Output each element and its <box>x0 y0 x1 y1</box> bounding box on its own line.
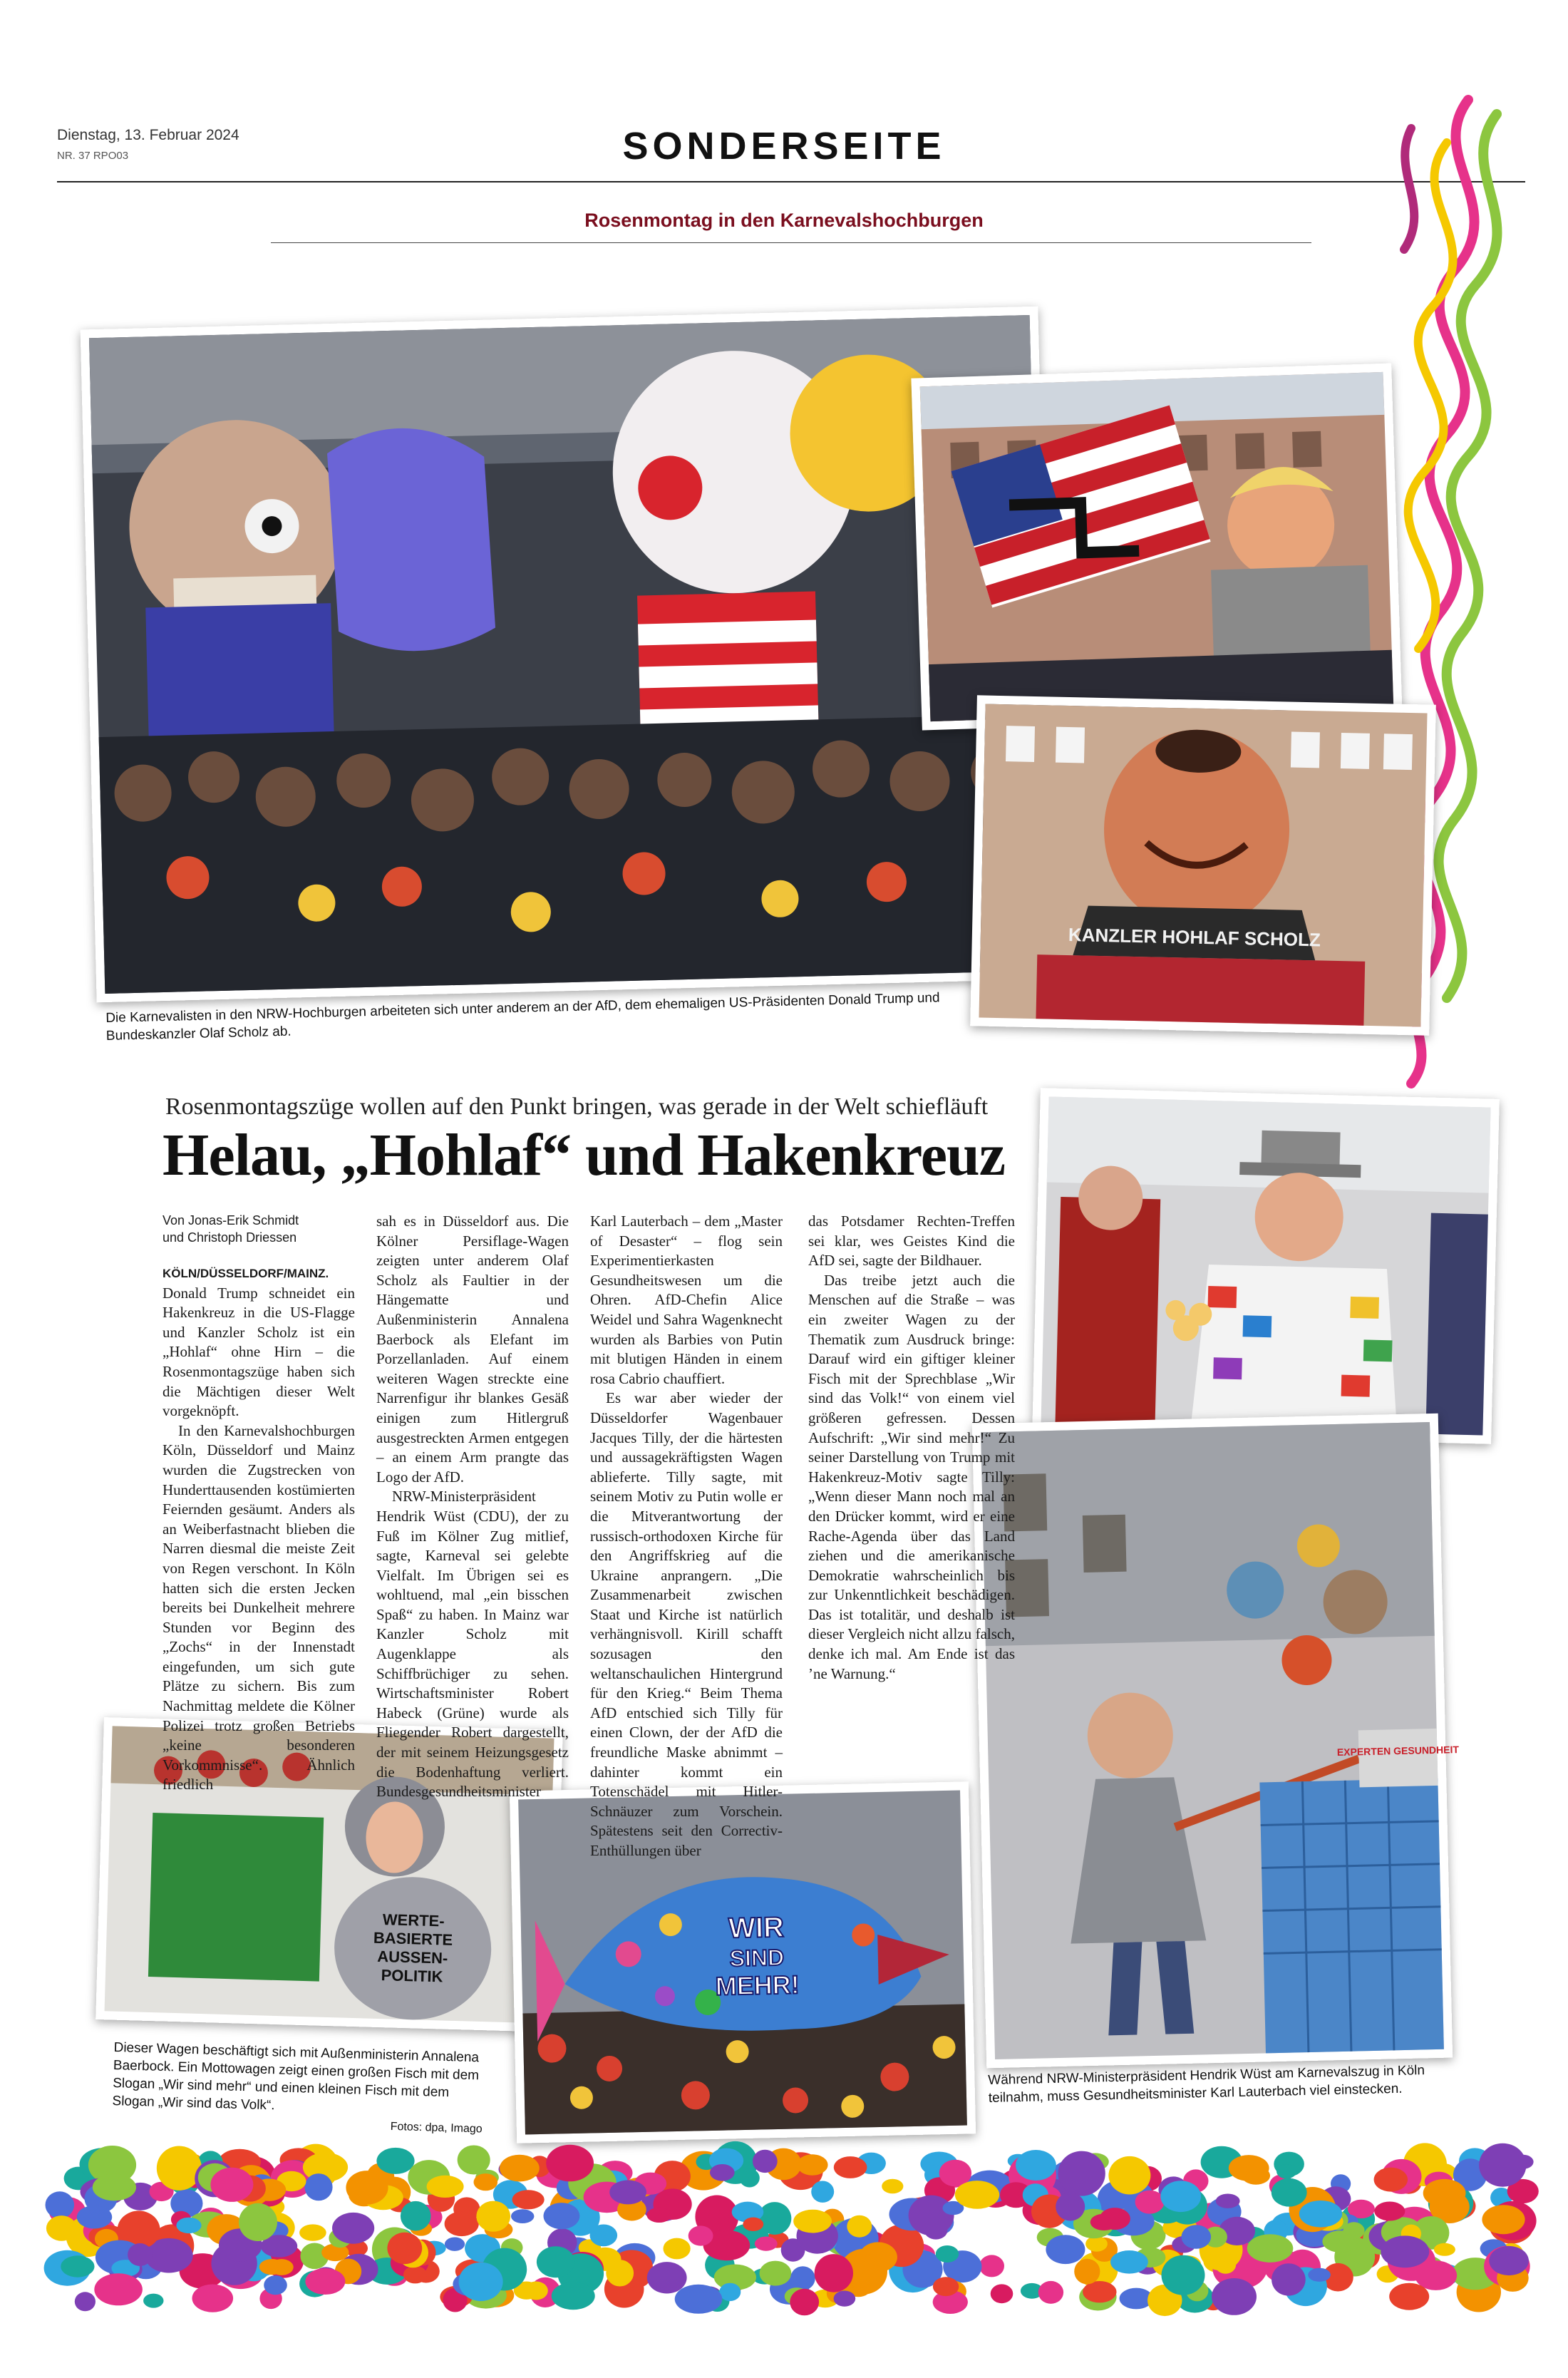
confetti-dot <box>403 2266 427 2284</box>
dateline: KÖLN/DÜSSELDORF/MAINZ. <box>163 1267 329 1280</box>
article-column-3 <box>590 1212 783 1861</box>
confetti-dot <box>1482 2205 1525 2234</box>
fish-sign-line-2: SIND <box>729 1944 785 1972</box>
confetti-dot <box>936 2245 959 2263</box>
issue-number: NR. 37 RPO03 <box>57 150 129 162</box>
confetti-dot <box>909 2196 954 2235</box>
confetti-dot <box>546 2145 594 2182</box>
confetti-dot <box>304 2173 332 2201</box>
confetti-dot <box>387 2233 422 2264</box>
confetti-dot <box>1374 2202 1405 2221</box>
confetti-dot <box>1160 2181 1201 2212</box>
confetti-dot <box>1083 2281 1116 2302</box>
fish-sign-line-3: MEHR! <box>715 1970 800 2001</box>
confetti-dot <box>647 2262 687 2293</box>
confetti-dot <box>1389 2283 1429 2310</box>
kicker-rule <box>271 242 1311 243</box>
confetti-dot <box>790 2289 819 2316</box>
confetti-dot <box>753 2150 778 2173</box>
confetti-dot <box>427 2176 464 2198</box>
photo-scholz-wagon <box>970 695 1436 1035</box>
confetti-dot <box>94 2273 143 2305</box>
confetti-dot <box>790 2266 815 2290</box>
confetti-dot <box>299 2224 326 2240</box>
confetti-dot <box>376 2148 414 2174</box>
confetti-dot <box>1046 2235 1085 2264</box>
confetti-dot <box>991 2284 1013 2303</box>
confetti-dot <box>61 2255 94 2277</box>
confetti-dot <box>459 2263 503 2301</box>
section-title: SONDERSEITE <box>622 125 946 168</box>
confetti-dot <box>46 2191 75 2218</box>
confetti-dot <box>544 2203 580 2229</box>
confetti-dot <box>176 2218 201 2233</box>
confetti-dot <box>1108 2156 1150 2195</box>
wagon-sign: EXPERTEN GESUNDHEIT <box>1336 1744 1460 1759</box>
photo-credit: Fotos: dpa, Imago <box>390 2120 483 2136</box>
confetti-dot <box>77 2205 112 2229</box>
article-paragraph: NRW-Ministerpräsident Hendrik Wüst (CDU), der zu Fuß im Kölner Zug mitlief, sagte, Karneval sei gelebte Vielfalt. Im Übrigen sei es wohltuend, mal „ein bisschen Spaß“ zu haben. In Mainz war Kanzler Scholz mit Augenklappe als Schiffbrüchiger zu sehen. Wirtschaftsminister Robert Habeck (Grüne) wurde als Fliegender Robert dargestellt, der mit seinem Heizungsgesetz die Bodenhaftung verliert. Bundesgesundheitsminister <box>376 1488 569 1801</box>
confetti-dot <box>511 2209 534 2223</box>
confetti-dot <box>500 2155 540 2182</box>
confetti-dot <box>332 2213 374 2244</box>
page-kicker: Rosenmontag in den Karnevalshochburgen <box>584 210 984 231</box>
confetti-dot <box>710 2164 735 2181</box>
confetti-dot <box>1381 2235 1429 2268</box>
article-paragraph: Das treibe jetzt auch die Menschen auf die Straße – was ein zweiter Wagen zu der Thematik zum Ausdruck bringe: Darauf wird ein giftiger kleiner Fisch mit der Sprechblase „Wir sind das Volk!“ von einem viel größeren gefressen. Dessen Aufschrift: „Wir sind mehr!“ Zu seiner Darstellung von Trump mit Hakenkreuz-Motiv sagte Tilly: „Wenn dieser Mann noch mal an den Drücker kommt, wird er eine Rache-Agenda über das Land ziehen und die amerikanische Demokratie wahrscheinlich bis zur Unkenntlichkeit beschädigen. Das ist totalitär, und deshalb ist dieser Vergleich nicht allzu falsch, denke ich mal. Am Ende ist das ’ne Warnung.“ <box>808 1271 1015 1682</box>
confetti-dot <box>445 2238 465 2251</box>
confetti-dot <box>1085 2236 1108 2252</box>
confetti-dot <box>760 2261 792 2286</box>
photo-hendrik-wuest <box>1032 1088 1500 1444</box>
confetti-dot <box>1135 2191 1165 2214</box>
confetti-dot <box>524 2282 547 2300</box>
article-paragraph: Es war aber wieder der Düsseldorfer Wagenbauer Jacques Tilly, der die härtesten und aussagekräftigsten Wagen ablieferte. Tilly sagte, mit seinem Motiv zu Putin wolle er die Mitverantwortung der russisch-orthodoxen Kirche für den Angriffskrieg auf die Ukraine anprangern. „Die Zusammenarbeit zwischen Staat und Kirche ist natürlich verhängnisvoll. Kirill schafft sozusagen den weltanschaulichen Hintergrund für den Krieg.“ Beim Thema AfD entschied sich Tilly für einen Clown, der der AfD die freundliche Maske abnimmt – dahinter kommt ein Totenschädel mit Hitler-Schnäuzer zum Vorschein. Spätestens seit den Correctiv-Enthüllungen über <box>590 1389 783 1859</box>
confetti-dot <box>143 2294 163 2308</box>
confetti-dot <box>1247 2234 1294 2263</box>
confetti-dot <box>476 2201 510 2232</box>
confetti-dot <box>1162 2255 1205 2295</box>
photo-lauterbach-wagon <box>972 1414 1460 2069</box>
confetti-dot <box>210 2168 253 2202</box>
confetti-dot <box>1229 2155 1269 2181</box>
confetti-dot <box>1308 2268 1331 2282</box>
confetti-dot <box>882 2179 903 2194</box>
confetti-dot <box>1479 2143 1526 2187</box>
confetti-dot <box>646 2208 671 2223</box>
confetti-dot <box>93 2174 136 2201</box>
confetti-dot <box>1058 2151 1105 2196</box>
main-photo-caption: Die Karnevalisten in den NRW-Hochburgen arbeiteten sich unter anderem an der AfD, dem ehemaligen US-Präsidenten Donald Trump und Bundeskanzler Olaf Scholz ab. <box>105 990 940 1044</box>
confetti-dot <box>719 2283 741 2301</box>
confetti-dot <box>1299 2201 1342 2228</box>
confetti-dot <box>793 2210 832 2233</box>
lead-paragraph <box>163 1263 355 1421</box>
article-subhead: Rosenmontagszüge wollen auf den Punkt bringen, was gerade in der Welt schiefläuft <box>165 1093 989 1120</box>
fish-sign-line-1: WIR <box>728 1911 785 1945</box>
confetti-dot <box>675 2285 723 2314</box>
confetti-dot <box>933 2277 959 2296</box>
confetti-dot <box>739 2168 759 2187</box>
confetti-dot <box>979 2255 1004 2277</box>
confetti-dot <box>797 2154 828 2175</box>
confetti-dot <box>1110 2250 1148 2274</box>
confetti-dot <box>688 2225 713 2245</box>
confetti-dot <box>834 2156 867 2178</box>
confetti-dot <box>834 2291 856 2307</box>
confetti-dot <box>192 2285 234 2312</box>
confetti-dot <box>811 2181 834 2203</box>
confetti-dot <box>474 2173 498 2191</box>
confetti-dot <box>758 2202 792 2235</box>
confetti-dot <box>128 2243 153 2266</box>
confetti-dot <box>537 2246 574 2277</box>
confetti-dot <box>1272 2178 1307 2207</box>
confetti-dot <box>1074 2259 1100 2285</box>
article-headline: Helau, „Hohlaf“ und Hakenkreuz <box>163 1122 1006 1188</box>
baerbock-sign-line-3: AUSSEN- <box>376 1947 448 1967</box>
article-column-1 <box>163 1212 355 1795</box>
article-column-2 <box>376 1212 569 1802</box>
photo-trump-wagon <box>911 364 1402 731</box>
confetti-dot <box>609 2180 646 2204</box>
confetti-dot <box>1100 2208 1130 2230</box>
confetti-dot <box>259 2259 285 2275</box>
confetti-dot <box>401 2201 431 2231</box>
baerbock-photo-caption <box>112 2039 485 2138</box>
confetti-dot <box>157 2146 202 2191</box>
confetti-dot <box>512 2190 545 2209</box>
confetti-decoration <box>57 2138 1525 2302</box>
confetti-dot <box>1216 2194 1240 2208</box>
byline-author-1: Von Jonas-Erik Schmidt <box>163 1213 299 1227</box>
confetti-dot <box>743 2218 763 2231</box>
confetti-dot <box>1489 2246 1529 2275</box>
article-column-4 <box>808 1212 1015 1684</box>
confetti-dot <box>75 2292 96 2311</box>
confetti-dot <box>46 2215 77 2241</box>
confetti-dot <box>955 2181 999 2209</box>
confetti-dot <box>445 2211 479 2236</box>
article-paragraph: Karl Lauterbach – dem „Master of Desaster“ – flog sein Experimentierkasten Gesundheitswesen um die Ohren. AfD-Chefin Alice Weidel und Sahra Wagenknecht wurden als Barbies von Putin mit blutigen Händen in einem rosa Cabrio chauffiert. <box>590 1213 783 1387</box>
confetti-dot <box>755 2237 778 2251</box>
lead-paragraph-text: Donald Trump schneidet ein Hakenkreuz in die US-Flagge und Kanzler Scholz ist ein „Hohlaf“ ohne Hirn – die Rosenmontagszüge haben sich die Mächtigen dieser Welt vorgeknöpft. <box>163 1284 355 1420</box>
confetti-dot <box>1276 2164 1296 2178</box>
byline-author-2: und Christoph Driessen <box>163 1230 297 1245</box>
byline <box>163 1212 355 1246</box>
confetti-dot <box>552 2282 595 2310</box>
scholz-sign: KANZLER HOHLAF SCHOLZ <box>1068 924 1321 951</box>
confetti-dot <box>1423 2179 1466 2208</box>
confetti-dot <box>305 2268 345 2295</box>
confetti-dot <box>346 2171 388 2205</box>
article-paragraph: sah es in Düsseldorf aus. Die Kölner Persiflage-Wagen zeigten unter anderem Olaf Scholz als Faultier in der Hängematte und Außenministerin Annalena Baerbock als Elefant im Porzellanladen. Auf einem weiteren Wagen streckte eine Narrenfigur ihr blankes Gesäß einigen zum Hitlergruß ausgestreckten Armen entgegen – an einem Arm prangte das Logo der AfD. <box>376 1213 569 1486</box>
baerbock-sign-line-2: BASIERTE <box>373 1928 453 1949</box>
confetti-dot <box>847 2215 872 2238</box>
confetti-dot <box>1343 2222 1364 2239</box>
photo-afd-wagon <box>81 307 1055 1003</box>
article-paragraph: In den Karnevalshochburgen Köln, Düsseldorf und Mainz wurden die Zugstrecken von Hunderttausenden kostümierten Feiernden gesäumt. Anders als an Weiberfastnacht blieben die Narren diesmal die meiste Zeit von Regen verschont. In Köln hatten sich die ersten Jecken bereits bei Dunkelheit mehrere Stunden vor Beginn des „Zochs“ in der Innenstadt eingefunden, um sich gute Plätze zu sichern. Bis zum Nachmittag meldete die Kölner Polizei trotz großen Betriebs „keine besonderen Vorkommnisse“. Ähnlich friedlich <box>163 1421 355 1793</box>
confetti-dot <box>1434 2243 1455 2256</box>
confetti-dot <box>239 2203 277 2241</box>
confetti-dot <box>590 2225 618 2247</box>
issue-date: Dienstag, 13. Februar 2024 <box>57 127 239 143</box>
confetti-dot <box>1182 2225 1212 2249</box>
confetti-dot <box>1016 2150 1056 2181</box>
wuest-photo-caption: Während NRW-Ministerpräsident Hendrik Wüst am Karnevalszug in Köln teilnahm, muss Gesundheitsminister Karl Lauterbach viel einstecken. <box>988 2063 1425 2106</box>
confetti-dot <box>1272 2263 1306 2295</box>
baerbock-caption-text: Dieser Wagen beschäftigt sich mit Außenministerin Annalena Baerbock. Ein Mottowagen zeigt einen großen Fisch mit dem Slogan „Wir sind mehr“ und einen kleinen Fisch mit dem Slogan „Wir sind das Volk“. <box>112 2039 480 2114</box>
baerbock-sign-line-1: WERTE- <box>382 1910 445 1930</box>
header-rule <box>57 181 1525 182</box>
confetti-dot <box>664 2238 691 2260</box>
confetti-dot <box>1212 2278 1257 2315</box>
confetti-dot <box>1038 2281 1063 2304</box>
confetti-dot <box>859 2242 897 2272</box>
confetti-dot <box>264 2275 287 2295</box>
confetti-dot <box>1374 2168 1408 2192</box>
article-paragraph: das Potsdamer Rechten-Treffen sei klar, wes Geistes Kind die AfD sei, sagte der Bildhauer. <box>808 1213 1015 1270</box>
baerbock-sign-line-4: POLITIK <box>381 1966 443 1986</box>
confetti-dot <box>1056 2193 1085 2221</box>
confetti-dot <box>815 2254 853 2292</box>
